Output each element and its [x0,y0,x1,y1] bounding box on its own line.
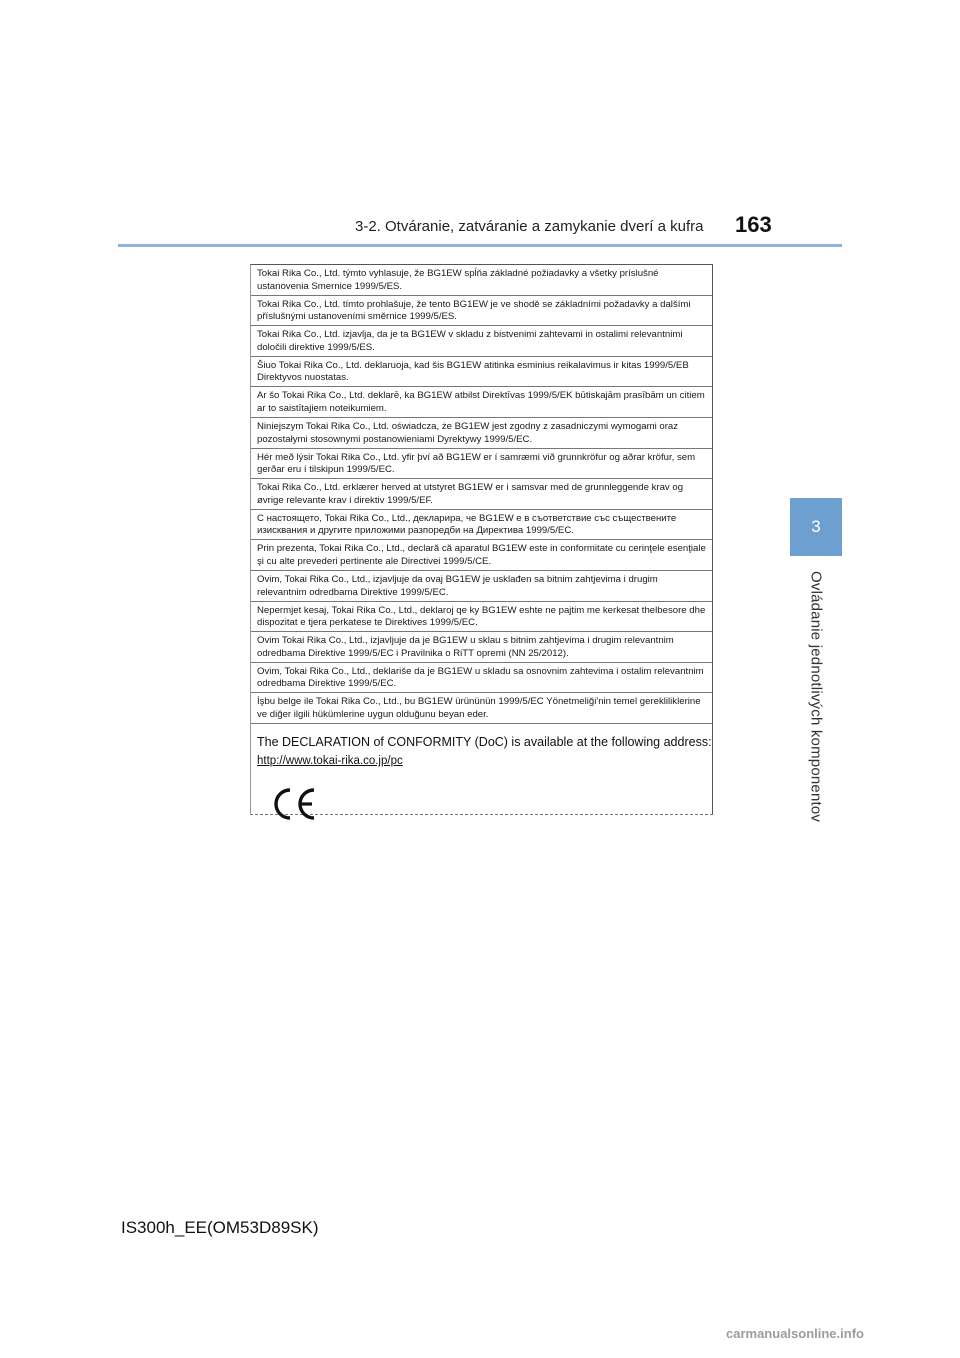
declaration-entry: Ovim, Tokai Rika Co., Ltd., izjavljuje da ovaj BG1EW je usklađen sa bitnim zahtjevima i drugim relevantnim odredbama Direktive 1999/5/EC. [251,571,712,602]
declaration-box [250,264,713,815]
chapter-number: 3 [811,517,821,536]
declaration-entry: Tokai Rika Co., Ltd. erklærer herved at utstyret BG1EW er i samsvar med de grunnleggende krav og øvrige relevante krav i direktiv 1999/5/EF. [251,479,712,510]
declaration-entry: Niniejszym Tokai Rika Co., Ltd. oświadcza, że BG1EW jest zgodny z zasadniczymi wymogami oraz pozostałymi stosownymi postanowieniami Dyrektywy 1999/5/EC. [251,418,712,449]
doc-url-link[interactable]: http://www.tokai-rika.co.jp/pc [257,754,403,767]
doc-section [251,724,712,828]
document-code: IS300h_EE(OM53D89SK) [121,1218,319,1237]
declaration-entry: Nepermjet kesaj, Tokai Rika Co., Ltd., deklaroj qe ky BG1EW eshte ne pajtim me kerkesat thelbesore dhe dispozitat e tjera perkatese te Direktives 1999/5/EC. [251,602,712,633]
declaration-entry: С настоящето, Tokai Rika Co., Ltd., декларира, че BG1EW е в съответствие със съществените изисквания и другите приложими разпоредби на Директива 1999/5/EC. [251,510,712,541]
watermark-text: carmanualsonline.info [726,1326,864,1341]
declaration-entry: İşbu belge ile Tokai Rika Co., Ltd., bu BG1EW ürününün 1999/5/EC Yönetmeliği'nin temel gerekliliklerine ve diğer ilgili hükümlerine uygun olduğunu beyan eder. [251,693,712,724]
chapter-side-label [788,568,844,826]
declaration-entry: Šiuo Tokai Rika Co., Ltd. deklaruoja, kad šis BG1EW atitinka esminius reikalavimus ir kitas 1999/5/EB Direktyvos nuostatas. [251,357,712,388]
declaration-entry: Ar šo Tokai Rika Co., Ltd. deklarē, ka BG1EW atbilst Direktīvas 1999/5/EK būtiskajām prasībām un citiem ar to saistītajiem noteikumiem. [251,387,712,418]
declaration-entry: Tokai Rika Co., Ltd. tímto prohlašuje, že tento BG1EW je ve shodě se základními požadavky a dalšími příslušnými ustanoveními směrnice 1999/5/ES. [251,296,712,327]
header-divider [118,244,842,247]
chapter-title: Ovládanie jednotlivých komponentov [807,571,825,823]
declaration-entry: Tokai Rika Co., Ltd. týmto vyhlasuje, že BG1EW spĺňa základné požiadavky a všetky príslušné ustanovenia Smernice 1999/5/ES. [251,265,712,296]
declaration-entry: Hér með lýsir Tokai Rika Co., Ltd. yfir því að BG1EW er í samræmi við grunnkröfur og aðrar kröfur, sem gerðar eru í tilskipun 1999/5/EC. [251,449,712,480]
declaration-entry: Ovim, Tokai Rika Co., Ltd., deklariše da je BG1EW u skladu sa osnovnim zahtevima i ostalim relevantnim odredbama Direktive 1999/5/EC. [251,663,712,694]
section-title: 3-2. Otváranie, zatváranie a zamykanie dverí a kufra [355,218,704,235]
doc-statement: The DECLARATION of CONFORMITY (DoC) is available at the following address: [257,734,712,749]
declaration-entry: Prin prezenta, Tokai Rika Co., Ltd., declară că aparatul BG1EW este in conformitate cu cerinţele esenţiale şi cu alte prevederi pertinente ale Directivei 1999/5/CE. [251,540,712,571]
declaration-entry: Tokai Rika Co., Ltd. izjavlja, da je ta BG1EW v skladu z bistvenimi zahtevami in ostalimi relevantnimi določili direktive 1999/5/ES. [251,326,712,357]
ce-mark-icon [269,785,319,823]
declaration-entry: Ovim Tokai Rika Co., Ltd., izjavljuje da je BG1EW u sklau s bitnim zahtjevima i drugim relevantnim odredbama Direktive 1999/5/EC i Pravilnika o RiTT opremi (NN 25/2012). [251,632,712,663]
page-number: 163 [735,212,772,237]
chapter-tab[interactable] [790,498,842,556]
